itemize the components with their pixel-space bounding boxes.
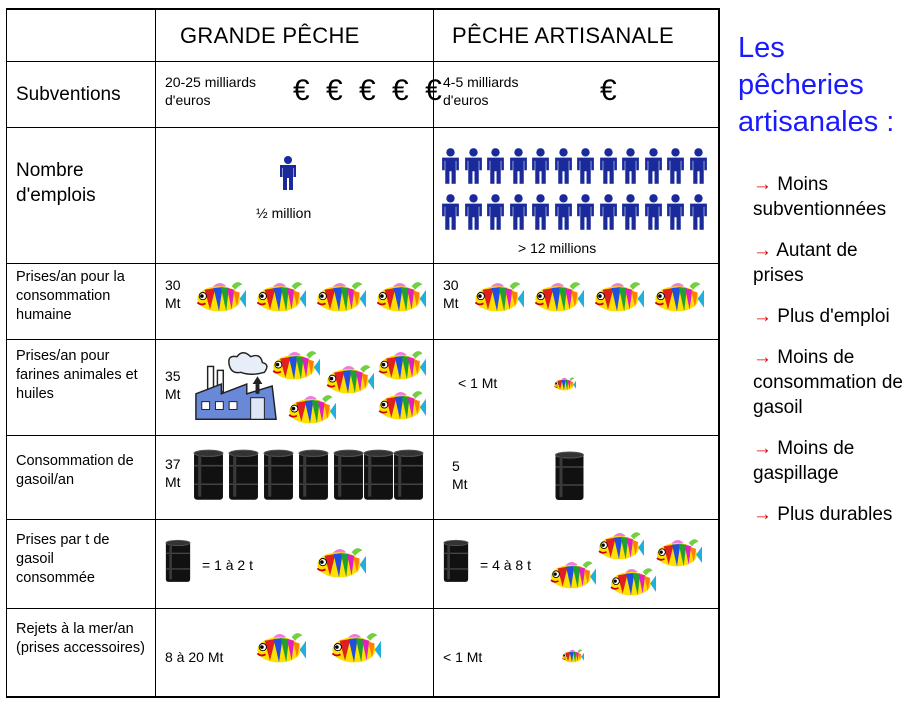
- arrow-icon: →: [753, 504, 772, 525]
- column-divider: [155, 8, 156, 698]
- person-icon: [688, 146, 709, 186]
- catch-per-fuel-grande-value: = 1 à 2 t: [202, 557, 253, 573]
- sidebar-list: [753, 172, 913, 543]
- barrel-icon: [363, 449, 394, 503]
- fish-icon: [594, 529, 644, 563]
- person-icon: [278, 150, 298, 196]
- person-icon: [575, 192, 596, 232]
- row-label-discards: Rejets à la mer/an (prises accessoires): [16, 621, 145, 656]
- factory-icon: [192, 350, 280, 422]
- column-divider: [433, 8, 434, 698]
- row-divider: [6, 61, 720, 62]
- sidebar-item-label: Moins de gaspillage: [753, 438, 855, 484]
- barrel-icon: [193, 449, 224, 503]
- person-icon: [643, 146, 664, 186]
- person-icon: [440, 146, 461, 186]
- euro-symbols-grande: € € € € €: [293, 74, 446, 107]
- sidebar-item: [753, 238, 913, 288]
- fish-icon: [546, 558, 596, 592]
- euro-symbol-artisanale: €: [600, 74, 621, 107]
- barrel-icon: [443, 538, 469, 586]
- fuel-artisanale-value: 5 Mt: [452, 458, 468, 492]
- fish-icon: [372, 279, 426, 315]
- people-grid: [440, 146, 715, 238]
- row-divider: [6, 127, 720, 128]
- sidebar-item: [753, 345, 913, 420]
- arrow-icon: →: [753, 240, 772, 261]
- person-icon: [440, 192, 461, 232]
- jobs-artisanale-value: > 12 millions: [518, 240, 597, 256]
- person-icon: [620, 146, 641, 186]
- row-divider: [6, 608, 720, 609]
- arrow-icon: →: [753, 174, 772, 195]
- barrel-icon: [554, 451, 585, 503]
- fish-icon: [252, 630, 306, 666]
- row-label-subsidies: Subventions: [16, 84, 121, 105]
- fish-icon: [590, 279, 644, 315]
- table-border-top: [6, 8, 720, 10]
- row-label-fuel: Consommation de gasoil/an: [16, 453, 134, 488]
- table-border-left: [6, 8, 7, 698]
- sidebar-item: [753, 172, 913, 222]
- row-divider: [6, 519, 720, 520]
- jobs-grande-value: ½ million: [256, 205, 312, 221]
- fish-icon: [312, 279, 366, 315]
- fish-icon: [252, 279, 306, 315]
- barrel-icon: [228, 449, 259, 503]
- person-icon: [508, 146, 529, 186]
- sidebar-item: [753, 436, 913, 486]
- fish-icon: [530, 279, 584, 315]
- arrow-icon: →: [753, 438, 772, 459]
- fish-icon: [327, 630, 381, 666]
- arrow-icon: →: [753, 306, 772, 327]
- person-icon: [553, 192, 574, 232]
- feed-catch-artisanale-value: < 1 Mt: [458, 375, 498, 391]
- table-border-right: [718, 8, 720, 698]
- human-catch-artisanale-value: 30 Mt: [443, 277, 459, 311]
- feed-catch-grande-value: 35 Mt: [165, 368, 181, 402]
- person-icon: [575, 146, 596, 186]
- person-icon: [530, 192, 551, 232]
- sidebar-item: [753, 502, 913, 527]
- barrel-icon: [165, 538, 191, 586]
- fish-icon: [374, 388, 426, 423]
- sidebar-item-label: Moins subventionnées: [753, 174, 887, 220]
- sidebar-item-label: Autant de prises: [753, 240, 858, 286]
- fuel-grande-value: 37 Mt: [165, 456, 181, 490]
- sidebar-item: [753, 304, 913, 329]
- fish-icon: [652, 536, 702, 570]
- comparison-table: [6, 8, 720, 698]
- discards-artisanale-value: < 1 Mt: [443, 649, 483, 665]
- person-icon: [553, 146, 574, 186]
- person-icon: [508, 192, 529, 232]
- subsidies-artisanale-value: 4-5 milliards d'euros: [443, 74, 519, 108]
- fish-icon: [650, 279, 704, 315]
- sidebar-title: Les pêcheries artisanales :: [738, 32, 895, 138]
- sidebar-item-label: Plus d'emploi: [777, 306, 890, 327]
- catch-per-fuel-artisanale-value: = 4 à 8 t: [480, 557, 531, 573]
- barrel-icon: [298, 449, 329, 503]
- person-icon: [643, 192, 664, 232]
- barrel-icon: [333, 449, 364, 503]
- table-border-bottom: [6, 696, 720, 698]
- fish-icon: [606, 565, 656, 599]
- header-peche-artisanale: PÊCHE ARTISANALE: [452, 23, 675, 48]
- row-divider: [6, 435, 720, 436]
- fish-icon: [470, 279, 524, 315]
- person-icon: [620, 192, 641, 232]
- person-icon: [530, 146, 551, 186]
- person-icon: [463, 192, 484, 232]
- person-icon: [485, 192, 506, 232]
- discards-grande-value: 8 à 20 Mt: [165, 649, 224, 665]
- small-fish-icon: [560, 648, 584, 664]
- person-icon: [665, 146, 686, 186]
- arrow-icon: →: [753, 347, 772, 368]
- row-label-feed-catch: Prises/an pour farines animales et huiles: [16, 348, 138, 402]
- fish-icon: [284, 392, 336, 427]
- fish-icon: [374, 348, 426, 383]
- person-icon: [688, 192, 709, 232]
- human-catch-grande-value: 30 Mt: [165, 277, 181, 311]
- sidebar-item-label: Moins de consommation de gasoil: [753, 347, 903, 418]
- sidebar-item-label: Plus durables: [777, 504, 893, 525]
- person-icon: [598, 192, 619, 232]
- barrel-icon: [393, 449, 424, 503]
- person-icon: [463, 146, 484, 186]
- fish-icon: [192, 279, 246, 315]
- small-fish-icon: [552, 376, 576, 392]
- subsidies-grande-value: 20-25 milliards d'euros: [165, 74, 257, 108]
- row-label-catch-per-fuel: Prises par t de gasoil consommée: [16, 532, 110, 586]
- fish-icon: [268, 348, 320, 383]
- person-icon: [665, 192, 686, 232]
- person-icon: [598, 146, 619, 186]
- row-label-jobs: Nombre d'emplois: [16, 160, 96, 206]
- person-icon: [485, 146, 506, 186]
- header-grande-peche: GRANDE PÊCHE: [180, 23, 360, 48]
- row-divider: [6, 263, 720, 264]
- fish-icon: [312, 545, 366, 581]
- barrel-icon: [263, 449, 294, 503]
- row-divider: [6, 339, 720, 340]
- row-label-human-catch: Prises/an pour la consommation humaine: [16, 269, 125, 323]
